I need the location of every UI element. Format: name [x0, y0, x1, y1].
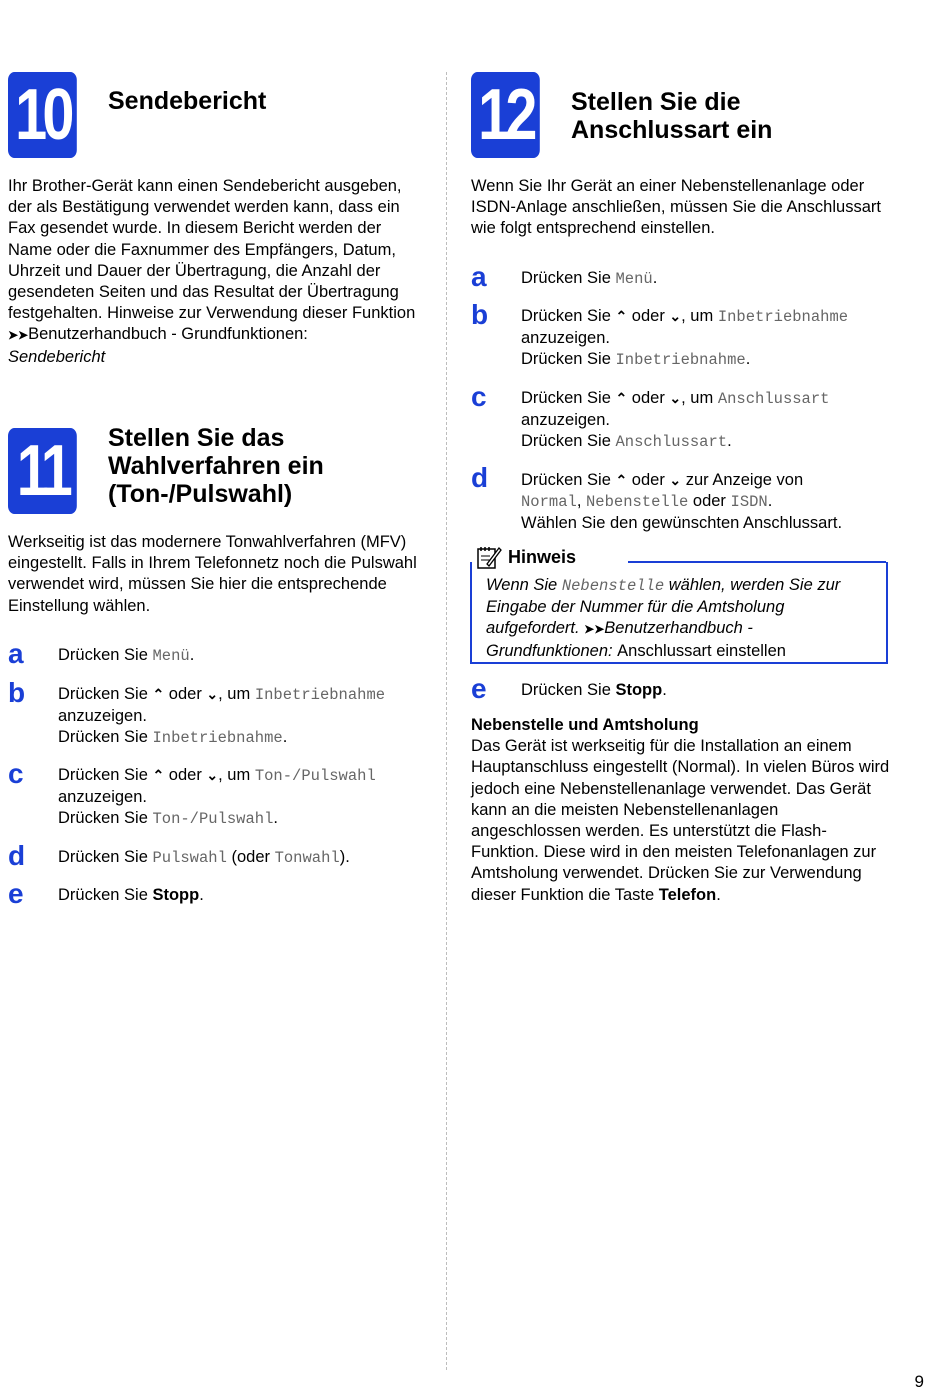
button-name: Stopp: [615, 681, 663, 699]
menu-key: Anschlussart: [615, 433, 728, 452]
column-divider: [446, 72, 447, 1370]
text: anzuzeigen.: [521, 329, 610, 348]
sub-body: Das Gerät ist werkseitig für die Installation an einem Hauptanschluss eingestellt (Normal). In vielen Büros wird jedoch eine Nebenstellenanlage verwendet. Das Gerät kann an die meisten Nebenstellenanlagen angeschlossen werden. Es unterstützt die Flash-Funktion. Diese wird in den meisten Telefonanlagen zur Amtsholung verwendet. Drücken Sie zur Verwendung dieser Funktion die Taste: [471, 737, 890, 904]
step11-item-a: [58, 645, 194, 667]
item-letter-d: d: [471, 462, 489, 493]
menu-key: Nebenstelle: [585, 493, 689, 512]
text: Benutzerhandbuch - Grundfunktionen:: [486, 619, 753, 660]
down-arrow-icon: ⌄: [669, 390, 682, 406]
text: .: [282, 728, 288, 747]
text: oder: [627, 389, 670, 407]
item-letter-c: c: [471, 381, 487, 412]
text: .: [745, 350, 751, 369]
reference-arrow-icon: ➤➤: [584, 622, 605, 637]
text: oder: [627, 307, 670, 325]
text: zur Anzeige von: [681, 471, 804, 489]
text: .: [273, 809, 278, 828]
menu-key: Inbetriebnahme: [254, 686, 386, 704]
item-letter-c: c: [8, 758, 24, 789]
title-line: Wahlverfahren ein: [108, 452, 324, 480]
text: Drücken Sie: [521, 350, 616, 369]
text: .: [767, 492, 773, 511]
title-line: Stellen Sie die: [571, 88, 741, 116]
text: oder: [627, 471, 670, 489]
text: Anschlussart einstellen: [617, 641, 786, 660]
step11-item-d: [58, 847, 350, 869]
step10-body-text: Ihr Brother-Gerät kann einen Sendebericht ausgeben, der als Bestätigung verwendet werden kann, dass ein Fax gesendet wurde. In diesem Bericht werden der Name oder die Faxnummer des Empfängers, Datum, Uhrzeit und Dauer der Übertragung, die Anzahl der gesendeten Seiten und das Resultat der Übertragung festgehalten. Hinweise zur Verwendung dieser Funktion: [8, 177, 416, 323]
step-title-10: Sendebericht: [108, 87, 267, 115]
text: Wenn Sie: [486, 576, 562, 594]
menu-key: Inbetriebnahme: [615, 351, 746, 370]
text: Drücken Sie: [58, 809, 153, 828]
menu-key: Inbetriebnahme: [717, 308, 849, 326]
text: .: [652, 269, 658, 287]
step-number-11: 11: [8, 428, 77, 514]
item-letter-b: b: [8, 677, 26, 708]
note-heading-text: Hinweis: [508, 546, 577, 567]
menu-key: Inbetriebnahme: [152, 729, 283, 748]
text: Drücken Sie: [58, 646, 153, 664]
text: , um: [218, 766, 255, 784]
text: ,: [576, 492, 586, 511]
title-line: Stellen Sie das: [108, 424, 285, 452]
note-text: [486, 575, 878, 662]
page-number: 9: [914, 1372, 924, 1391]
text: anzuzeigen.: [521, 411, 610, 430]
text: .: [727, 432, 732, 451]
note-pad-icon: [476, 544, 502, 570]
up-arrow-icon: ⌃: [152, 767, 165, 783]
down-arrow-icon: ⌄: [669, 472, 682, 488]
step12-item-b: [521, 306, 901, 372]
up-arrow-icon: ⌃: [615, 472, 628, 488]
step-title-11: [108, 424, 324, 508]
button-name: Telefon: [658, 885, 717, 904]
text: Drücken Sie: [521, 681, 616, 699]
text: , um: [681, 389, 718, 407]
sub-heading: Nebenstelle und Amtsholung: [471, 716, 699, 734]
up-arrow-icon: ⌃: [615, 308, 628, 324]
text: (oder: [226, 848, 275, 866]
note-top-rule: [628, 561, 886, 563]
text: ).: [339, 848, 350, 866]
step12-body: Wenn Sie Ihr Gerät an einer Nebenstellenanlage oder ISDN-Anlage anschließen, müssen Sie die Anschlussart wie folgt entsprechend einstellen.: [471, 177, 881, 238]
down-arrow-icon: ⌄: [669, 308, 682, 324]
text: Drücken Sie: [58, 728, 153, 747]
button-name: Stopp: [152, 886, 200, 904]
reference-arrow-icon: ➤➤: [8, 328, 29, 343]
step11-item-b: [58, 684, 438, 750]
text: Drücken Sie: [521, 389, 616, 407]
menu-key: Ton-/Pulswahl: [254, 767, 376, 785]
text: .: [716, 885, 721, 904]
step10-reference-topic: Sendebericht: [8, 347, 106, 366]
up-arrow-icon: ⌃: [152, 686, 165, 702]
step11-item-c: [58, 765, 438, 831]
menu-key: Anschlussart: [717, 390, 830, 408]
text: , um: [218, 685, 255, 703]
text: , um: [681, 307, 718, 325]
menu-key: Normal: [521, 493, 577, 512]
menu-key: Tonwahl: [274, 849, 340, 867]
item-letter-a: a: [471, 261, 487, 292]
step10-reference: Benutzerhandbuch - Grundfunktionen:: [28, 325, 308, 344]
menu-key: Menü: [615, 270, 653, 288]
step-number-10: 10: [8, 72, 77, 158]
text: oder: [164, 685, 207, 703]
down-arrow-icon: ⌄: [206, 767, 219, 783]
text: Drücken Sie: [58, 886, 153, 904]
menu-key: Ton-/Pulswahl: [152, 810, 274, 829]
text: Drücken Sie: [58, 848, 153, 866]
item-letter-a: a: [8, 638, 24, 669]
item-letter-e: e: [8, 878, 24, 909]
text: Wählen Sie den gewünschten Anschlussart.: [521, 514, 843, 533]
step10-body: [8, 176, 428, 368]
text: Drücken Sie: [521, 471, 616, 489]
step12-item-e: [521, 680, 667, 701]
item-letter-d: d: [8, 840, 26, 871]
text: Drücken Sie: [521, 307, 616, 325]
step12-item-a: [521, 268, 657, 290]
text: Drücken Sie: [58, 766, 153, 784]
title-line: Anschlussart ein: [571, 116, 773, 144]
down-arrow-icon: ⌄: [206, 686, 219, 702]
text: wählen, werden Sie zur Eingabe der Nummer für die Amtsholung aufgefordert.: [486, 576, 841, 638]
text: oder: [164, 766, 207, 784]
step11-item-e: [58, 885, 204, 906]
step11-body: Werkseitig ist das modernere Tonwahlverfahren (MFV) eingestellt. Falls in Ihrem Telefonnetz noch die Pulswahl verwendet wird, müssen Sie hier die entsprechende Einstellung wählen.: [8, 533, 417, 615]
note-heading: [476, 542, 584, 572]
text: .: [662, 681, 667, 699]
step12-item-d: [521, 470, 901, 535]
text: Drücken Sie: [58, 685, 153, 703]
menu-key: ISDN: [730, 493, 768, 512]
step-title-12: [571, 88, 772, 144]
text: anzuzeigen.: [58, 788, 147, 807]
text: Drücken Sie: [521, 269, 616, 287]
sub-section: [471, 715, 891, 906]
text: .: [189, 646, 195, 664]
menu-key: Nebenstelle: [561, 577, 665, 595]
step-number-12: 12: [471, 72, 540, 158]
step12-item-c: [521, 388, 901, 454]
text: .: [199, 886, 204, 904]
item-letter-b: b: [471, 299, 489, 330]
up-arrow-icon: ⌃: [615, 390, 628, 406]
menu-key: Pulswahl: [152, 849, 227, 867]
menu-key: Menü: [152, 647, 190, 665]
item-letter-e: e: [471, 673, 487, 704]
text: anzuzeigen.: [58, 707, 147, 726]
title-line: (Ton-/Pulswahl): [108, 480, 293, 508]
text: oder: [688, 492, 731, 511]
text: Drücken Sie: [521, 432, 616, 451]
